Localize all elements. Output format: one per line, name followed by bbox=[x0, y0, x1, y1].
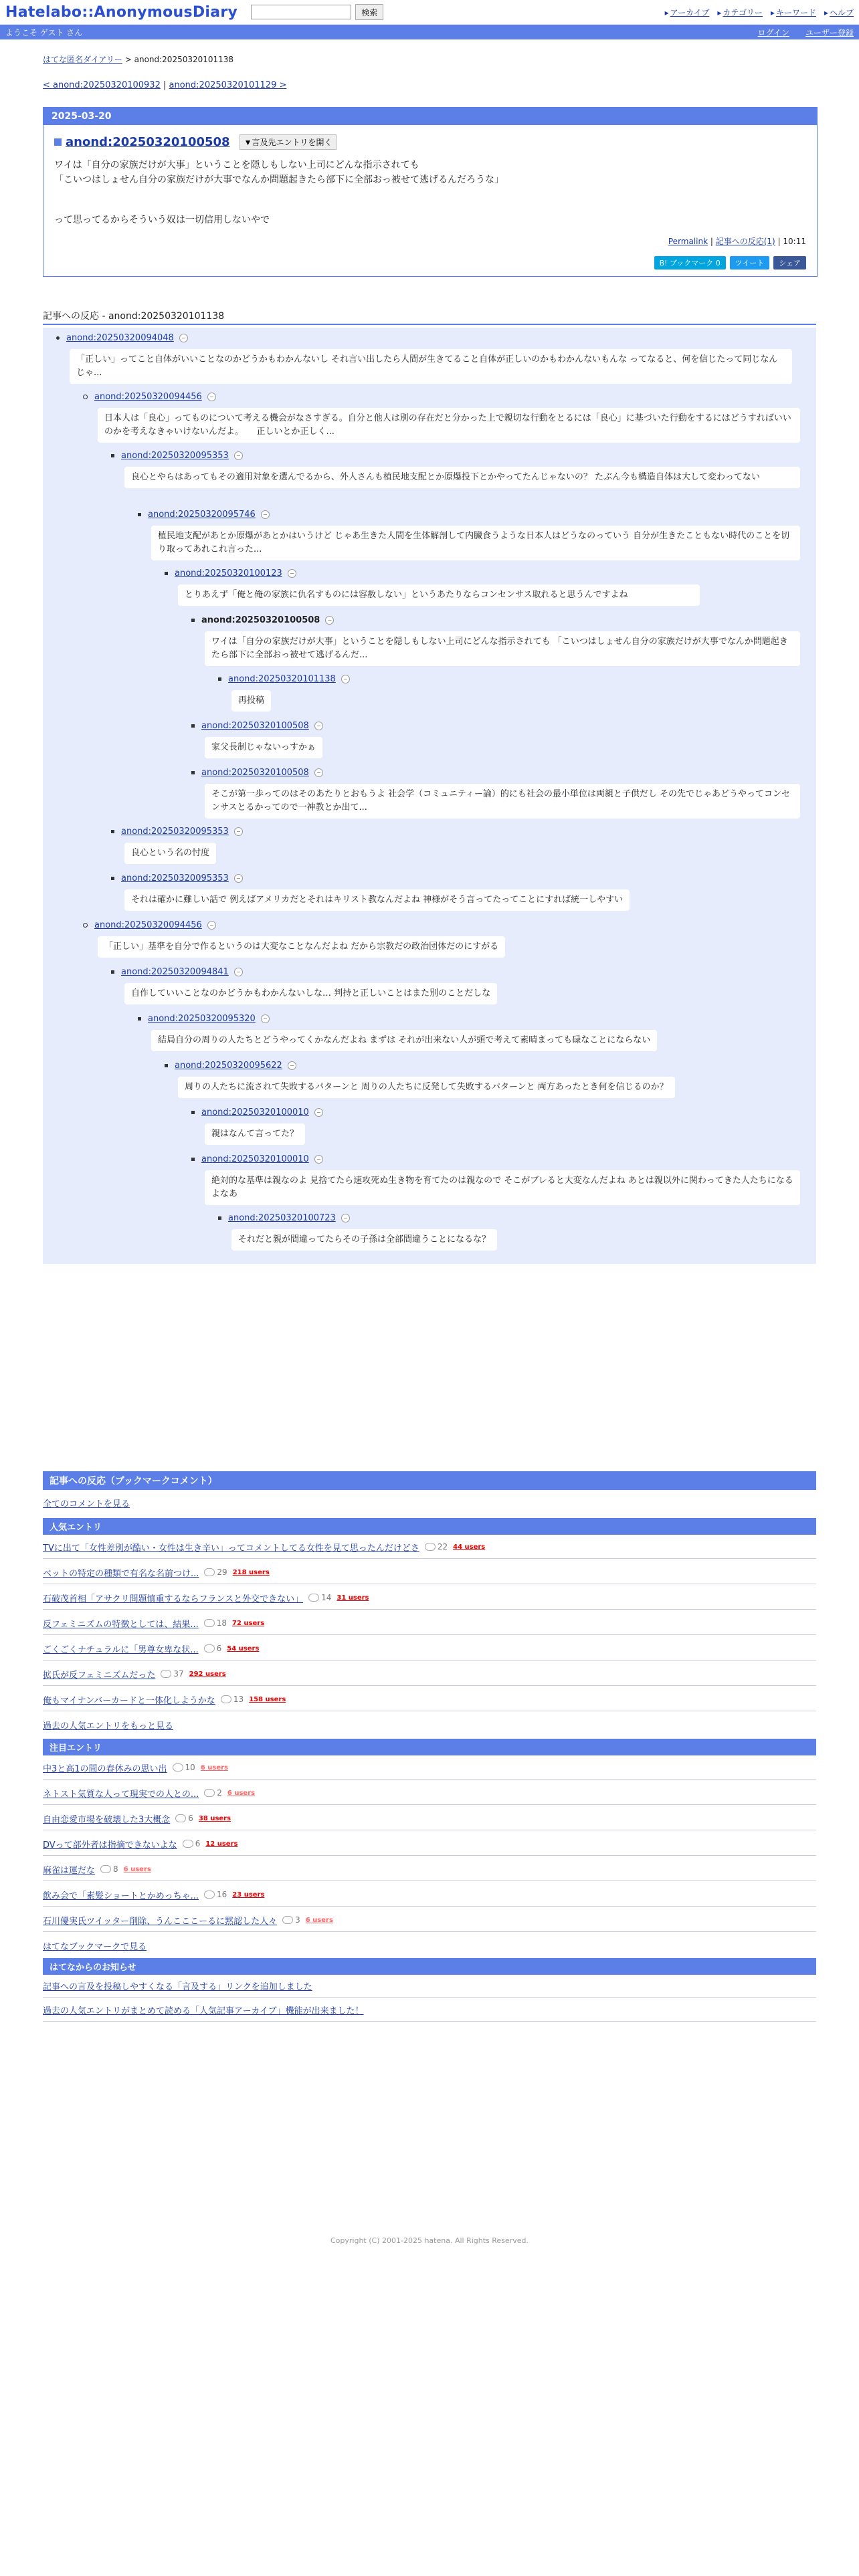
toggle-icon[interactable]: − bbox=[288, 1061, 296, 1070]
reactions-count-link[interactable]: 記事への反応(1) bbox=[715, 237, 775, 246]
notable-item bbox=[43, 1883, 816, 1907]
toggle-icon[interactable]: − bbox=[314, 1155, 323, 1164]
entry-link[interactable]: 中3と高1の間の春休みの思い出 bbox=[43, 1763, 167, 1774]
entry-link[interactable]: ネトスト気質な人って現実での人との... bbox=[43, 1789, 199, 1800]
tree-node-text: 家父長制じゃないっすかぁ bbox=[205, 737, 322, 758]
bookmark-comments-heading: 記事への反応（ブックマークコメント） bbox=[43, 1471, 816, 1490]
tree-node-link[interactable]: anond:20250320095622 bbox=[175, 1061, 282, 1071]
tree-node-text: 良心という名の忖度 bbox=[124, 843, 216, 864]
toggle-icon[interactable]: − bbox=[325, 616, 334, 625]
toggle-icon[interactable]: − bbox=[261, 510, 270, 519]
tree-node-text: そこが第一歩ってのはそのあたりとおもうよ 社会学（コミュニティー論）的にも社会の最小単位は両親と子供だし その先でじゃあどうやってコンセンサスとるかってので一神教とか出て... bbox=[205, 784, 800, 819]
tree-node bbox=[191, 721, 323, 731]
tree-node-current bbox=[191, 615, 334, 625]
entry-text bbox=[54, 158, 806, 227]
tree-node-link[interactable]: anond:20250320095353 bbox=[121, 873, 229, 883]
entry-box bbox=[43, 107, 818, 277]
tree-node-current-title: anond:20250320100508 bbox=[201, 615, 320, 625]
notable-item bbox=[43, 1807, 816, 1830]
tree-node bbox=[111, 451, 243, 461]
tree-node-text: 絶対的な基準は親なのよ 見捨てたら速攻死ぬ生き物を育てたのは親なので そこがブレると大変なんだよね あとは親以外に関わってきた人たちになるよなあ bbox=[205, 1170, 800, 1205]
bookmark-comments-section bbox=[43, 1471, 816, 1490]
search-input[interactable] bbox=[251, 5, 351, 19]
toggle-icon[interactable]: − bbox=[341, 675, 350, 683]
comment-count: 37 bbox=[161, 1669, 183, 1679]
top-nav bbox=[665, 7, 854, 18]
tree-node-text: 結局自分の周りの人たちとどうやってくかなんだよね まずは それが出来ない人が頭で考えて素晴まっても碌なことにならない bbox=[151, 1030, 657, 1051]
tree-node bbox=[165, 568, 296, 578]
open-reference-button[interactable]: ▼言及先エントリを開く bbox=[240, 134, 337, 150]
tree-node-text: 「正しい」基準を自分で作るというのは大変なことなんだよね だから宗教だの政治団体だのにすがる bbox=[98, 936, 505, 958]
entry-link[interactable]: ベットの特定の種類で有名な名前つけ... bbox=[43, 1568, 199, 1579]
bullet-icon bbox=[83, 395, 88, 399]
toggle-icon[interactable]: − bbox=[234, 451, 243, 460]
tree-node bbox=[191, 768, 323, 778]
toggle-icon[interactable]: − bbox=[179, 334, 188, 342]
toggle-icon[interactable]: − bbox=[234, 968, 243, 976]
users-badge[interactable]: 23 users bbox=[232, 1891, 265, 1899]
popular-more-row bbox=[43, 1713, 816, 1736]
user-bar bbox=[0, 25, 859, 39]
prev-entry-link[interactable]: < anond:20250320100932 bbox=[43, 80, 161, 90]
entry-link[interactable]: 俺もマイナンバーカードと一体化しようかな bbox=[43, 1695, 215, 1706]
tree-node-link[interactable]: anond:20250320094841 bbox=[121, 967, 229, 977]
tree-node-link[interactable]: anond:20250320095320 bbox=[148, 1014, 256, 1024]
entry-title-link[interactable]: anond:20250320100508 bbox=[66, 135, 230, 149]
tree-node bbox=[111, 827, 243, 837]
users-badge[interactable]: 6 users bbox=[123, 1865, 151, 1873]
tree-node-text: 自作していいことなのかどうかもわかんないしな… 判持と正しいことはまた別のことだしな bbox=[124, 983, 497, 1004]
tree-node-link[interactable]: anond:20250320100010 bbox=[201, 1107, 309, 1117]
search-button[interactable]: 検索 bbox=[355, 4, 383, 20]
bullet-icon bbox=[218, 677, 221, 681]
toggle-icon[interactable]: − bbox=[341, 1214, 350, 1222]
tree-node-text: 再投稿 bbox=[231, 690, 271, 712]
nav-help-link[interactable]: ▸ ヘルプ bbox=[824, 7, 854, 18]
entry-link[interactable]: DVって部外者は指摘できないよな bbox=[43, 1840, 177, 1850]
bullet-icon bbox=[111, 877, 114, 880]
top-bar bbox=[0, 0, 859, 25]
toggle-icon[interactable]: − bbox=[234, 874, 243, 883]
users-badge[interactable]: 218 users bbox=[232, 1568, 270, 1576]
notable-more-link[interactable]: はてなブックマークで見る bbox=[43, 1941, 147, 1952]
tree-node bbox=[111, 967, 243, 977]
social-buttons bbox=[54, 256, 806, 270]
popular-item bbox=[43, 1561, 816, 1584]
breadcrumb-separator: > bbox=[122, 55, 134, 64]
tree-node-link[interactable]: anond:20250320094048 bbox=[66, 333, 174, 343]
tree-node-link[interactable]: anond:20250320100508 bbox=[201, 721, 309, 731]
comment-count: 14 bbox=[308, 1593, 331, 1602]
notice-link[interactable]: 記事への言及を投稿しやすくなる「言及する」リンクを追加しました bbox=[43, 1981, 312, 1992]
login-link[interactable]: ログイン bbox=[757, 27, 789, 37]
all-comments-link[interactable]: 全てのコメントを見る bbox=[43, 1499, 130, 1509]
popular-heading: 人気エントリ bbox=[43, 1518, 816, 1535]
toggle-icon[interactable]: − bbox=[314, 722, 323, 730]
entry-link[interactable]: 反フェミニズムの特徴としては、結果... bbox=[43, 1619, 199, 1630]
tree-node bbox=[83, 920, 216, 930]
users-badge[interactable]: 292 users bbox=[189, 1670, 226, 1678]
tree-node bbox=[218, 1213, 350, 1223]
popular-item bbox=[43, 1688, 816, 1711]
bullet-icon bbox=[165, 572, 168, 575]
popular-more-link[interactable]: 過去の人気エントリをもっと見る bbox=[43, 1721, 174, 1731]
entry-line: ワイは「自分の家族だけが大事」ということを隠しもしない上司にどんな指示されても 「こいつはしょせん自分の家族だけが大事でなんか問題起きたら部下に全部おっ被せて逃げるんだろうな」 bbox=[54, 160, 504, 185]
tree-node-link[interactable]: anond:20250320094456 bbox=[94, 392, 202, 402]
toggle-icon[interactable]: − bbox=[261, 1014, 270, 1023]
tree-node-text: ワイは「自分の家族だけが大事」ということを隠しもしない上司にどんな指示されても 「こいつはしょせん自分の家族だけが大事でなんか問題起きたら部下に全部おっ被せて逃げるんだ... bbox=[205, 631, 800, 666]
popular-item bbox=[43, 1637, 816, 1660]
toggle-icon[interactable]: − bbox=[207, 921, 216, 930]
comment-count: 10 bbox=[173, 1763, 195, 1772]
hatebu-button[interactable]: B! ブックマーク 0 bbox=[654, 256, 726, 270]
nav-category-link[interactable]: ▸ カテゴリー bbox=[717, 7, 763, 18]
tree-node bbox=[191, 1107, 323, 1117]
entry-footer bbox=[54, 235, 806, 247]
entry-time: | 10:11 bbox=[775, 237, 806, 246]
comment-count: 18 bbox=[204, 1618, 227, 1628]
pager-separator: | bbox=[160, 80, 169, 90]
notable-item bbox=[43, 1858, 816, 1881]
bullet-icon bbox=[191, 1158, 195, 1161]
comment-count: 22 bbox=[425, 1542, 448, 1551]
toggle-icon[interactable]: − bbox=[234, 827, 243, 836]
tree-node-text: 日本人は「良心」ってものについて考える機会がなさすぎる。自分と他人は別の存在だと分かった上で親切な行動をとるには「良心」に基づいた行動をするにはどうすればいいのかを考えなきゃいけないんだよ。 正しいとか正しく... bbox=[98, 408, 800, 443]
tree-node bbox=[83, 392, 216, 402]
entry-link[interactable]: 自由恋愛市場を破壊した3大概念 bbox=[43, 1814, 171, 1825]
bullet-icon bbox=[83, 923, 88, 928]
bullet-icon bbox=[165, 1064, 168, 1067]
popular-section bbox=[43, 1518, 816, 1535]
footer-separator: | bbox=[708, 237, 716, 246]
bullet-icon bbox=[191, 619, 195, 622]
tree-node bbox=[56, 333, 188, 343]
bullet-icon bbox=[218, 1216, 221, 1220]
notable-item bbox=[43, 1909, 816, 1932]
tree-node bbox=[138, 510, 270, 520]
tree-node-text: とりあえず「俺と俺の家族に仇名すものには容赦しない」というあたりならコンセンサス取れると思うんですよね bbox=[178, 584, 700, 606]
tree-node bbox=[191, 1154, 323, 1164]
bullet-icon bbox=[191, 724, 195, 728]
comment-count: 29 bbox=[204, 1568, 227, 1577]
bullet-icon bbox=[138, 1017, 141, 1021]
comment-count: 16 bbox=[204, 1890, 227, 1899]
users-badge[interactable]: 31 users bbox=[337, 1594, 369, 1602]
notices-section bbox=[43, 1958, 816, 1975]
users-badge[interactable]: 54 users bbox=[227, 1644, 260, 1652]
comment-count: 6 bbox=[183, 1839, 201, 1848]
tree-node bbox=[218, 674, 350, 684]
notice-link[interactable]: 過去の人気エントリがまとめて読める「人気記事アーカイブ」機能が出来ました！ bbox=[43, 2006, 364, 2016]
site-logo[interactable]: Hatelabo::AnonymousDiary bbox=[5, 3, 238, 21]
users-badge[interactable]: 6 users bbox=[305, 1916, 333, 1924]
popular-item bbox=[43, 1586, 816, 1610]
popular-item bbox=[43, 1535, 816, 1559]
notable-section bbox=[43, 1739, 816, 1755]
comment-count: 3 bbox=[282, 1915, 300, 1925]
tree-node-link[interactable]: anond:20250320095353 bbox=[121, 827, 229, 837]
entry-link[interactable]: 拡氏が反フェミニズムだった bbox=[43, 1670, 156, 1681]
tree-node bbox=[165, 1061, 296, 1071]
users-badge[interactable]: 6 users bbox=[227, 1789, 256, 1797]
tree-node-link[interactable]: anond:20250320095353 bbox=[121, 451, 229, 461]
entry-link[interactable]: 石破茂首相「アサクリ問題慎重するならフランスと外交できない」 bbox=[43, 1594, 304, 1604]
facebook-share-button[interactable]: シェア bbox=[773, 256, 806, 270]
tree-node-text: 良心とやらはあってもその適用対象を選んでるから、外人さんも植民地支配とか原爆投下とかやってたんじゃないの？ たぶん今も構造自体は大して変わってない bbox=[124, 467, 800, 488]
tree-node-text: それは確かに難しい話で 例えばアメリカだとそれはキリスト教なんだよね 神様がそう言ってたってことにすれば統一しやすい bbox=[124, 889, 630, 911]
comment-count: 2 bbox=[204, 1788, 222, 1798]
tree-node-link[interactable]: anond:20250320101138 bbox=[228, 674, 336, 684]
tree-node-link[interactable]: anond:20250320100010 bbox=[201, 1154, 309, 1164]
welcome-text: ようこそ ゲスト さん bbox=[5, 27, 83, 37]
nav-archive-link[interactable]: ▸ アーカイブ bbox=[665, 7, 710, 18]
bullet-icon bbox=[111, 970, 114, 974]
tree-node-text: 「正しい」ってこと自体がいいことなのかどうかもわかんないし それ言い出したら人間が生きてること自体が正しいのかもわかんないもんな ってなると、何を信じたって同じなんじゃ... bbox=[70, 349, 792, 384]
reactions-tree bbox=[43, 328, 816, 1264]
breadcrumb-home-link[interactable]: はてな匿名ダイアリー bbox=[43, 55, 122, 64]
comment-count: 13 bbox=[221, 1695, 244, 1704]
notices-heading: はてなからのお知らせ bbox=[43, 1958, 816, 1975]
nav-keyword-link[interactable]: ▸ キーワード bbox=[771, 7, 816, 18]
notable-heading: 注目エントリ bbox=[43, 1739, 816, 1755]
next-entry-link[interactable]: anond:20250320101129 > bbox=[169, 80, 287, 90]
bullet-icon bbox=[191, 1111, 195, 1114]
users-badge[interactable]: 12 users bbox=[205, 1840, 238, 1848]
register-link[interactable]: ユーザー登録 bbox=[805, 27, 854, 37]
users-badge[interactable]: 38 users bbox=[198, 1814, 231, 1822]
entry-link[interactable]: ごくごくナチュラルに「男尊女卑な状... bbox=[43, 1644, 199, 1655]
entry-link[interactable]: TVに出て「女性差別が酷い・女性は生き辛い」ってコメントしてる女性を見て思ったんだけどさ bbox=[43, 1543, 419, 1553]
notice-item bbox=[43, 1974, 816, 1998]
tweet-button[interactable]: ツイート bbox=[730, 256, 769, 270]
notable-item bbox=[43, 1782, 816, 1805]
notable-more-row bbox=[43, 1934, 816, 1957]
entry-line: って思ってるからそういう奴は一切信用しないやで bbox=[54, 215, 270, 225]
comment-count: 8 bbox=[100, 1864, 118, 1874]
bullet-icon bbox=[111, 454, 114, 457]
users-badge[interactable]: 6 users bbox=[200, 1763, 229, 1772]
popular-item bbox=[43, 1662, 816, 1686]
notable-item bbox=[43, 1832, 816, 1856]
entry-title-row bbox=[54, 134, 806, 150]
comment-count: 6 bbox=[175, 1814, 193, 1823]
toggle-icon[interactable]: − bbox=[314, 1108, 323, 1117]
notable-item bbox=[43, 1756, 816, 1780]
tree-node-link[interactable]: anond:20250320100123 bbox=[175, 568, 282, 578]
tree-node-text: 周りの人たちに流されて失敗するパターンと 周りの人たちに反発して失敗するパターンと 両方あったとき何を信じるのか？ bbox=[178, 1077, 675, 1098]
bullet-icon bbox=[56, 336, 60, 340]
users-badge[interactable]: 44 users bbox=[453, 1543, 486, 1551]
popular-item bbox=[43, 1612, 816, 1635]
tree-node-link[interactable]: anond:20250320094456 bbox=[94, 920, 202, 930]
tree-node-link[interactable]: anond:20250320100508 bbox=[201, 768, 309, 778]
tree-node-link[interactable]: anond:20250320095746 bbox=[148, 510, 256, 520]
entry-link[interactable]: 麻雀は運だな bbox=[43, 1865, 96, 1876]
square-icon bbox=[54, 138, 62, 146]
notice-item bbox=[43, 1998, 816, 2022]
toggle-icon[interactable]: − bbox=[288, 569, 296, 578]
tree-node bbox=[111, 873, 243, 883]
entry-date: 2025-03-20 bbox=[43, 108, 817, 125]
tree-node-link[interactable]: anond:20250320100723 bbox=[228, 1213, 336, 1223]
entry-link[interactable]: 石川優実氏ツイッター削除、うんこここーるに黙認した人々 bbox=[43, 1916, 278, 1927]
tree-node bbox=[138, 1014, 270, 1024]
bullet-icon bbox=[191, 771, 195, 774]
entry-link[interactable]: 飲み会で「素髪ショートとかめっちゃ... bbox=[43, 1891, 199, 1901]
breadcrumb-current: anond:20250320101138 bbox=[134, 55, 234, 64]
toggle-icon[interactable]: − bbox=[314, 768, 323, 777]
users-badge[interactable]: 72 users bbox=[232, 1619, 265, 1627]
bullet-icon bbox=[138, 513, 141, 516]
tree-node-text: それだと親が間違ってたらその子孫は全部間違うことになるな？ bbox=[231, 1229, 497, 1251]
permalink-link[interactable]: Permalink bbox=[668, 237, 708, 246]
reactions-heading: 記事への反応 - anond:20250320101138 bbox=[43, 309, 816, 325]
entry-pager bbox=[43, 80, 816, 90]
tree-node-text: 植民地支配があとか原爆があとかはいうけど じゃあ生きた人間を生体解剖して内臓食うような日本人はどうなのっていう 自分が生きたこともない時代のことを切り取ってあれこれ言った... bbox=[151, 526, 800, 560]
users-badge[interactable]: 158 users bbox=[249, 1695, 286, 1703]
toggle-icon[interactable]: − bbox=[207, 393, 216, 401]
all-comments-row bbox=[43, 1497, 816, 1509]
comment-count: 6 bbox=[204, 1644, 222, 1653]
bullet-icon bbox=[111, 830, 114, 833]
copyright: Copyright (C) 2001-2025 hatena. All Rights Reserved. bbox=[330, 2236, 529, 2245]
breadcrumb bbox=[43, 53, 816, 65]
tree-node-text: 親はなんて言ってた？ bbox=[205, 1123, 305, 1145]
